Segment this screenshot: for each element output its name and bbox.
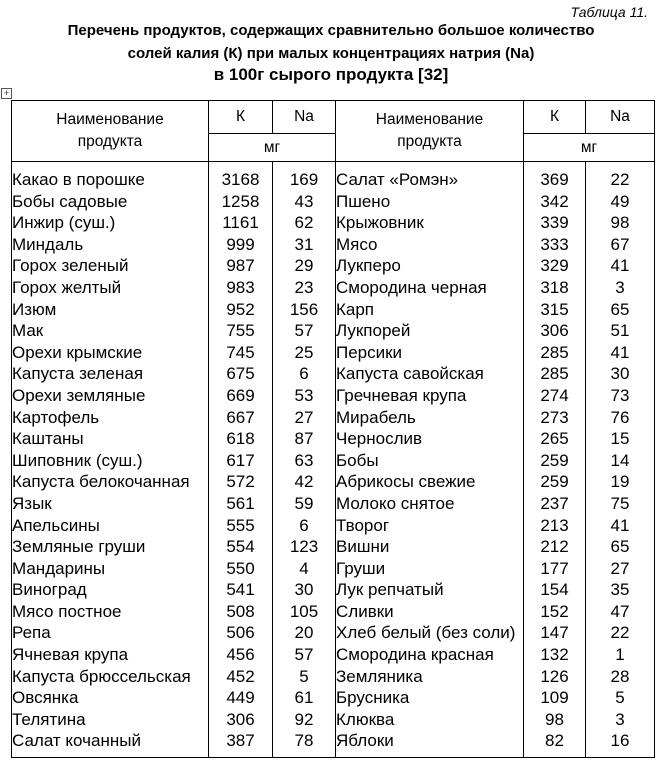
potassium-cell: 452 bbox=[209, 666, 273, 688]
potassium-cell: 98 bbox=[524, 709, 586, 731]
table-row bbox=[12, 558, 655, 580]
product-name-cell: Бобы садовые bbox=[12, 191, 209, 213]
potassium-cell: 273 bbox=[524, 407, 586, 429]
table-row bbox=[12, 212, 655, 234]
table-row bbox=[12, 320, 655, 342]
sodium-cell: 65 bbox=[586, 536, 655, 558]
sodium-cell: 51 bbox=[586, 320, 655, 342]
table-row bbox=[12, 234, 655, 256]
product-name-cell: Миндаль bbox=[12, 234, 209, 256]
sodium-cell: 42 bbox=[273, 471, 336, 493]
table-row bbox=[12, 622, 655, 644]
product-name-cell: Телятина bbox=[12, 709, 209, 731]
sodium-cell: 53 bbox=[273, 385, 336, 407]
product-name-cell: Пшено bbox=[336, 191, 524, 213]
table-row bbox=[12, 342, 655, 364]
potassium-cell: 667 bbox=[209, 407, 273, 429]
potassium-cell: 152 bbox=[524, 601, 586, 623]
sodium-cell: 61 bbox=[273, 687, 336, 709]
potassium-cell: 237 bbox=[524, 493, 586, 515]
sodium-cell: 1 bbox=[586, 644, 655, 666]
product-name-cell: Горох зеленый bbox=[12, 255, 209, 277]
table-row bbox=[12, 385, 655, 407]
potassium-cell: 618 bbox=[209, 428, 273, 450]
product-name-cell: Овсянка bbox=[12, 687, 209, 709]
potassium-cell: 126 bbox=[524, 666, 586, 688]
table-row bbox=[12, 666, 655, 688]
potassium-cell: 572 bbox=[209, 471, 273, 493]
product-name-cell: Картофель bbox=[12, 407, 209, 429]
product-name-cell: Лукперо bbox=[336, 255, 524, 277]
product-name-cell: Каштаны bbox=[12, 428, 209, 450]
potassium-cell: 3168 bbox=[209, 162, 273, 191]
product-name-cell: Мандарины bbox=[12, 558, 209, 580]
product-name-cell: Орехи крымские bbox=[12, 342, 209, 364]
table-title-line-1: Перечень продуктов, содержащих сравнительно большое количество bbox=[67, 22, 595, 39]
table-row bbox=[12, 363, 655, 385]
product-name-cell: Персики bbox=[336, 342, 524, 364]
potassium-cell: 550 bbox=[209, 558, 273, 580]
product-name-cell: Салат кочанный bbox=[12, 730, 209, 757]
sodium-cell: 41 bbox=[586, 515, 655, 537]
table-row bbox=[12, 687, 655, 709]
potassium-cell: 541 bbox=[209, 579, 273, 601]
potassium-cell: 508 bbox=[209, 601, 273, 623]
potassium-cell: 999 bbox=[209, 234, 273, 256]
product-name-cell: Язык bbox=[12, 493, 209, 515]
product-name-cell: Капуста белокочанная bbox=[12, 471, 209, 493]
header-name-line2: продукта bbox=[397, 133, 462, 150]
sodium-cell: 65 bbox=[586, 299, 655, 321]
product-name-cell: Крыжовник bbox=[336, 212, 524, 234]
product-name-cell: Лукпорей bbox=[336, 320, 524, 342]
potassium-cell: 82 bbox=[524, 730, 586, 757]
product-name-cell: Репа bbox=[12, 622, 209, 644]
product-name-cell: Капуста брюссельская bbox=[12, 666, 209, 688]
product-name-cell: Чернослив bbox=[336, 428, 524, 450]
product-name-cell: Молоко снятое bbox=[336, 493, 524, 515]
product-name-cell: Ячневая крупа bbox=[12, 644, 209, 666]
column-header-na-left: Na bbox=[273, 101, 336, 134]
product-name-cell: Творог bbox=[336, 515, 524, 537]
potassium-cell: 333 bbox=[524, 234, 586, 256]
potassium-cell: 387 bbox=[209, 730, 273, 757]
potassium-cell: 212 bbox=[524, 536, 586, 558]
table-row bbox=[12, 579, 655, 601]
sodium-cell: 98 bbox=[586, 212, 655, 234]
potassium-cell: 154 bbox=[524, 579, 586, 601]
column-header-name-right bbox=[336, 101, 524, 162]
sodium-cell: 30 bbox=[586, 363, 655, 385]
table-row bbox=[12, 644, 655, 666]
product-name-cell: Бобы bbox=[336, 450, 524, 472]
sodium-cell: 73 bbox=[586, 385, 655, 407]
table-row bbox=[12, 536, 655, 558]
potassium-cell: 1161 bbox=[209, 212, 273, 234]
sodium-cell: 31 bbox=[273, 234, 336, 256]
table-row bbox=[12, 407, 655, 429]
product-name-cell: Хлеб белый (без соли) bbox=[336, 622, 524, 644]
sodium-cell: 3 bbox=[586, 277, 655, 299]
column-header-k-right: К bbox=[524, 101, 586, 134]
potassium-cell: 109 bbox=[524, 687, 586, 709]
table-row bbox=[12, 601, 655, 623]
sodium-cell: 6 bbox=[273, 363, 336, 385]
product-name-cell: Инжир (суш.) bbox=[12, 212, 209, 234]
table-caption: Таблица 11. bbox=[570, 4, 648, 20]
sodium-cell: 41 bbox=[586, 255, 655, 277]
product-name-cell: Салат «Ромэн» bbox=[336, 162, 524, 191]
potassium-cell: 554 bbox=[209, 536, 273, 558]
table-row bbox=[12, 450, 655, 472]
sodium-cell: 22 bbox=[586, 622, 655, 644]
potassium-cell: 285 bbox=[524, 342, 586, 364]
potassium-cell: 318 bbox=[524, 277, 586, 299]
sodium-cell: 27 bbox=[273, 407, 336, 429]
potassium-cell: 285 bbox=[524, 363, 586, 385]
table-row bbox=[12, 515, 655, 537]
product-name-cell: Какао в порошке bbox=[12, 162, 209, 191]
potassium-cell: 449 bbox=[209, 687, 273, 709]
product-name-cell: Шиповник (суш.) bbox=[12, 450, 209, 472]
potassium-cell: 675 bbox=[209, 363, 273, 385]
column-header-name-left bbox=[12, 101, 209, 162]
sodium-cell: 6 bbox=[273, 515, 336, 537]
potassium-cell: 506 bbox=[209, 622, 273, 644]
sodium-cell: 27 bbox=[586, 558, 655, 580]
sodium-cell: 35 bbox=[586, 579, 655, 601]
potassium-cell: 306 bbox=[524, 320, 586, 342]
sodium-cell: 156 bbox=[273, 299, 336, 321]
product-name-cell: Карп bbox=[336, 299, 524, 321]
product-name-cell: Орехи земляные bbox=[12, 385, 209, 407]
sodium-cell: 16 bbox=[586, 730, 655, 757]
product-name-cell: Абрикосы свежие bbox=[336, 471, 524, 493]
sodium-cell: 23 bbox=[273, 277, 336, 299]
potassium-cell: 177 bbox=[524, 558, 586, 580]
product-name-cell: Изюм bbox=[12, 299, 209, 321]
table-row bbox=[12, 730, 655, 757]
potassium-cell: 329 bbox=[524, 255, 586, 277]
potassium-cell: 669 bbox=[209, 385, 273, 407]
table-row bbox=[12, 493, 655, 515]
product-name-cell: Мирабель bbox=[336, 407, 524, 429]
move-anchor-icon[interactable]: + bbox=[1, 88, 12, 99]
table-row bbox=[12, 709, 655, 731]
product-name-cell: Вишни bbox=[336, 536, 524, 558]
potassium-cell: 147 bbox=[524, 622, 586, 644]
table-title-line-2: солей калия (К) при малых концентрациях натрия (Na) bbox=[127, 45, 535, 62]
potassium-cell: 315 bbox=[524, 299, 586, 321]
product-name-cell: Капуста савойская bbox=[336, 363, 524, 385]
table-title-line-3: в 100г сырого продукта [32] bbox=[213, 65, 449, 84]
potassium-cell: 342 bbox=[524, 191, 586, 213]
column-header-na-right: Na bbox=[586, 101, 655, 134]
table-row bbox=[12, 162, 655, 191]
potassium-cell: 274 bbox=[524, 385, 586, 407]
potassium-sodium-table bbox=[11, 100, 655, 758]
product-name-cell: Виноград bbox=[12, 579, 209, 601]
potassium-cell: 561 bbox=[209, 493, 273, 515]
product-name-cell: Капуста зеленая bbox=[12, 363, 209, 385]
sodium-cell: 4 bbox=[273, 558, 336, 580]
sodium-cell: 78 bbox=[273, 730, 336, 757]
product-name-cell: Смородина красная bbox=[336, 644, 524, 666]
product-name-cell: Земляника bbox=[336, 666, 524, 688]
sodium-cell: 29 bbox=[273, 255, 336, 277]
potassium-cell: 259 bbox=[524, 471, 586, 493]
sodium-cell: 47 bbox=[586, 601, 655, 623]
sodium-cell: 105 bbox=[273, 601, 336, 623]
potassium-cell: 213 bbox=[524, 515, 586, 537]
table-row bbox=[12, 471, 655, 493]
product-name-cell: Мясо bbox=[336, 234, 524, 256]
sodium-cell: 63 bbox=[273, 450, 336, 472]
potassium-cell: 745 bbox=[209, 342, 273, 364]
product-name-cell: Брусника bbox=[336, 687, 524, 709]
potassium-cell: 306 bbox=[209, 709, 273, 731]
potassium-cell: 259 bbox=[524, 450, 586, 472]
product-name-cell: Мясо постное bbox=[12, 601, 209, 623]
table-row bbox=[12, 428, 655, 450]
sodium-cell: 57 bbox=[273, 320, 336, 342]
sodium-cell: 19 bbox=[586, 471, 655, 493]
product-name-cell: Апельсины bbox=[12, 515, 209, 537]
sodium-cell: 14 bbox=[586, 450, 655, 472]
sodium-cell: 20 bbox=[273, 622, 336, 644]
product-name-cell: Смородина черная bbox=[336, 277, 524, 299]
product-name-cell: Груши bbox=[336, 558, 524, 580]
sodium-cell: 15 bbox=[586, 428, 655, 450]
sodium-cell: 123 bbox=[273, 536, 336, 558]
potassium-cell: 952 bbox=[209, 299, 273, 321]
sodium-cell: 25 bbox=[273, 342, 336, 364]
potassium-cell: 555 bbox=[209, 515, 273, 537]
header-name-line2: продукта bbox=[77, 133, 143, 150]
potassium-cell: 617 bbox=[209, 450, 273, 472]
sodium-cell: 59 bbox=[273, 493, 336, 515]
unit-header-left: мг bbox=[209, 134, 336, 162]
header-name-line1: Наименование bbox=[56, 111, 164, 128]
potassium-cell: 1258 bbox=[209, 191, 273, 213]
sodium-cell: 62 bbox=[273, 212, 336, 234]
potassium-cell: 132 bbox=[524, 644, 586, 666]
product-name-cell: Яблоки bbox=[336, 730, 524, 757]
sodium-cell: 28 bbox=[586, 666, 655, 688]
sodium-cell: 3 bbox=[586, 709, 655, 731]
table-row bbox=[12, 255, 655, 277]
header-name-line1: Наименование bbox=[375, 111, 484, 128]
product-name-cell: Гречневая крупа bbox=[336, 385, 524, 407]
table-row bbox=[12, 277, 655, 299]
potassium-cell: 456 bbox=[209, 644, 273, 666]
product-name-cell: Лук репчатый bbox=[336, 579, 524, 601]
potassium-cell: 987 bbox=[209, 255, 273, 277]
sodium-cell: 169 bbox=[273, 162, 336, 191]
table-row bbox=[12, 191, 655, 213]
sodium-cell: 22 bbox=[586, 162, 655, 191]
sodium-cell: 92 bbox=[273, 709, 336, 731]
sodium-cell: 30 bbox=[273, 579, 336, 601]
sodium-cell: 67 bbox=[586, 234, 655, 256]
potassium-cell: 983 bbox=[209, 277, 273, 299]
product-name-cell: Горох желтый bbox=[12, 277, 209, 299]
sodium-cell: 76 bbox=[586, 407, 655, 429]
potassium-cell: 755 bbox=[209, 320, 273, 342]
sodium-cell: 87 bbox=[273, 428, 336, 450]
product-name-cell: Мак bbox=[12, 320, 209, 342]
product-name-cell: Сливки bbox=[336, 601, 524, 623]
sodium-cell: 49 bbox=[586, 191, 655, 213]
potassium-cell: 265 bbox=[524, 428, 586, 450]
product-name-cell: Земляные груши bbox=[12, 536, 209, 558]
sodium-cell: 5 bbox=[586, 687, 655, 709]
sodium-cell: 41 bbox=[586, 342, 655, 364]
sodium-cell: 75 bbox=[586, 493, 655, 515]
column-header-k-left: К bbox=[209, 101, 273, 134]
product-name-cell: Клюква bbox=[336, 709, 524, 731]
unit-header-right: мг bbox=[524, 134, 655, 162]
potassium-cell: 339 bbox=[524, 212, 586, 234]
sodium-cell: 5 bbox=[273, 666, 336, 688]
sodium-cell: 57 bbox=[273, 644, 336, 666]
potassium-cell: 369 bbox=[524, 162, 586, 191]
sodium-cell: 43 bbox=[273, 191, 336, 213]
table-row bbox=[12, 299, 655, 321]
